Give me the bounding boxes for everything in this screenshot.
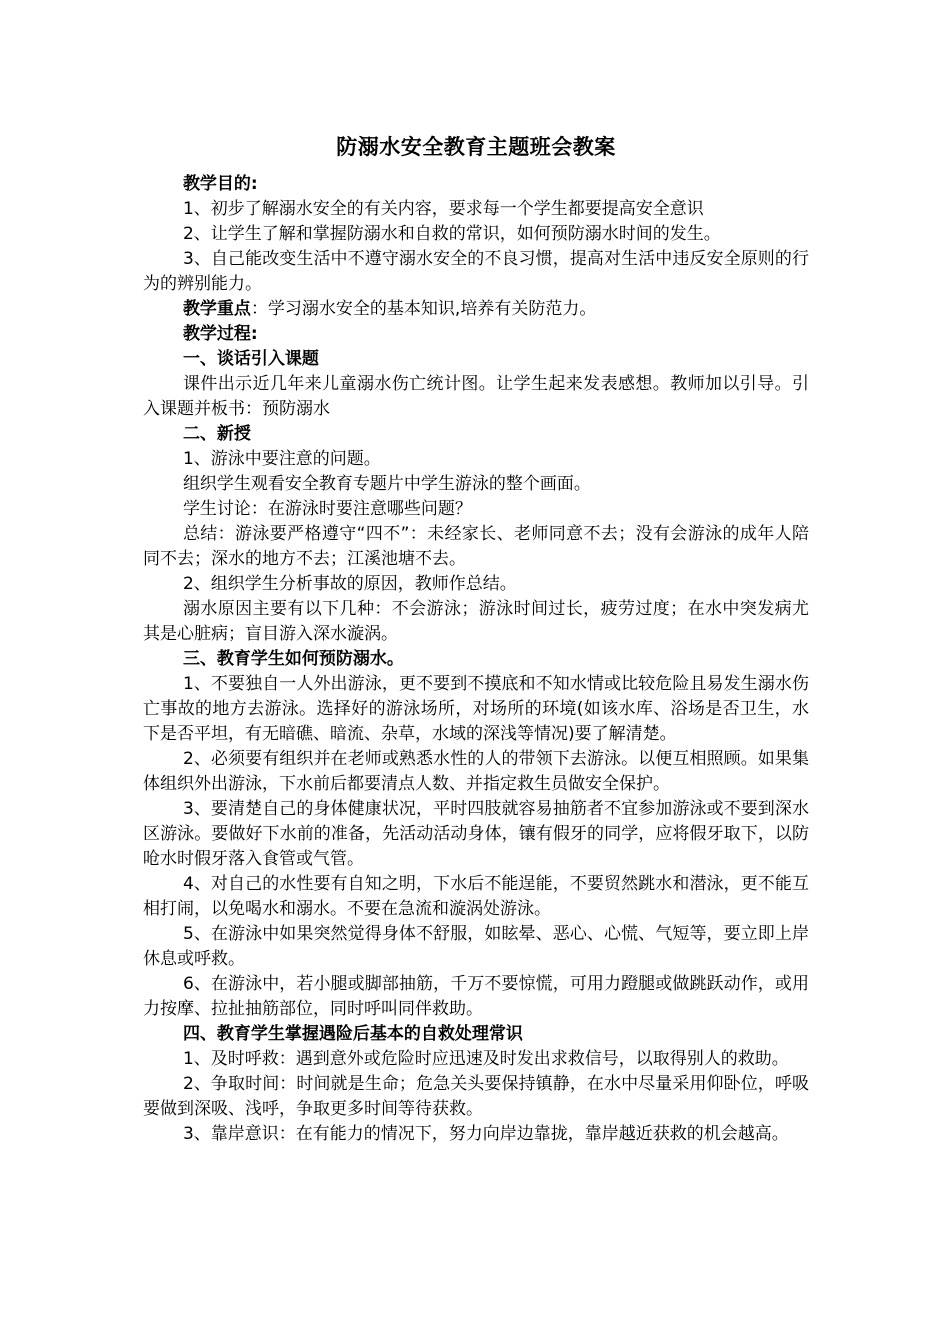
prevention-item-4: 4、对自己的水性要有自知之明，下水后不能逞能，不要贸然跳水和潜泳，更不能互相打闹，以免喝水和溺水。不要在急流和漩涡处游泳。 (143, 874, 809, 919)
drowning-causes: 溺水原因主要有以下几种：不会游泳；游泳时间过长，疲劳过度；在水中突发病尤其是心脏病；盲目游入深水漩涡。 (143, 599, 809, 644)
key-points-text: ：学习溺水安全的基本知识,培养有关防范力。 (250, 299, 597, 319)
self-rescue-item-3: 3、靠岸意识：在有能力的情况下，努力向岸边靠拢，靠岸越近获救的机会越高。 (182, 1124, 789, 1144)
objective-1: 1、初步了解溺水安全的有关内容，要求每一个学生都要提高安全意识 (182, 199, 704, 219)
prevention-item-6: 6、在游泳中，若小腿或脚部抽筋，千万不要惊慌，可用力蹬腿或做跳跃动作，或用力按摩、拉扯抽筋部位，同时呼叫同伴救助。 (143, 974, 809, 1019)
new-lesson-item-2: 2、组织学生分析事故的原因，教师作总结。 (182, 574, 517, 594)
prevention-item-5: 5、在游泳中如果突然觉得身体不舒服，如眩晕、恶心、心慌、气短等，要立即上岸休息或呼救。 (143, 924, 809, 969)
objective-2: 2、让学生了解和掌握防溺水和自救的常识，如何预防溺水时间的发生。 (182, 224, 721, 244)
self-rescue-item-2: 2、争取时间：时间就是生命；危急关头要保持镇静，在水中尽量采用仰卧位，呼吸要做到深吸、浅呼，争取更多时间等待获救。 (143, 1074, 809, 1119)
new-lesson-discussion: 学生讨论：在游泳时要注意哪些问题？ (182, 499, 472, 519)
section-heading-objectives: 教学目的: (182, 174, 258, 194)
section-heading-2: 二、新授 (182, 424, 251, 444)
new-lesson-item-1: 1、游泳中要注意的问题。 (182, 449, 381, 469)
new-lesson-summary: 总结：游泳要严格遵守“四不”：未经家长、老师同意不去；没有会游泳的成年人陪同不去；深水的地方不去；江溪池塘不去。 (143, 524, 809, 569)
section-heading-process: 教学过程: (182, 324, 258, 344)
new-lesson-watch: 组织学生观看安全教育专题片中学生游泳的整个画面。 (182, 474, 591, 494)
intro-paragraph: 课件出示近几年来儿童溺水伤亡统计图。让学生起来发表感想。教师加以引导。引入课题并板书：预防溺水 (143, 374, 809, 419)
prevention-item-2: 2、必须要有组织并在老师或熟悉水性的人的带领下去游泳。以便互相照顾。如果集体组织外出游泳，下水前后都要清点人数、并指定救生员做安全保护。 (143, 749, 809, 794)
section-heading-3: 三、教育学生如何预防溺水。 (182, 649, 404, 669)
key-points-paragraph (143, 297, 809, 322)
document-body (143, 132, 809, 1147)
section-heading-4: 四、教育学生掌握遇险后基本的自救处理常识 (182, 1024, 523, 1044)
prevention-item-1: 1、不要独自一人外出游泳，更不要到不摸底和不知水情或比较危险且易发生溺水伤亡事故的地方去游泳。选择好的游泳场所，对场所的环境(如该水库、浴场是否卫生，水下是否平坦，有无暗礁、暗流、杂草，水域的深浅等情况)要了解清楚。 (143, 674, 809, 744)
self-rescue-item-1: 1、及时呼救：遇到意外或危险时应迅速及时发出求救信号，以取得别人的救助。 (182, 1049, 789, 1069)
page-title: 防溺水安全教育主题班会教案 (336, 135, 616, 159)
key-points-label: 教学重点 (182, 299, 251, 319)
prevention-item-3: 3、要清楚自己的身体健康状况，平时四肢就容易抽筋者不宜参加游泳或不要到深水区游泳。要做好下水前的准备，先活动活动身体，镶有假牙的同学，应将假牙取下，以防呛水时假牙落入食管或气管。 (143, 799, 809, 869)
section-heading-1: 一、谈话引入课题 (182, 349, 319, 369)
objective-3: 3、自己能改变生活中不遵守溺水安全的不良习惯，提高对生活中违反安全原则的行为的辨别能力。 (143, 249, 809, 294)
